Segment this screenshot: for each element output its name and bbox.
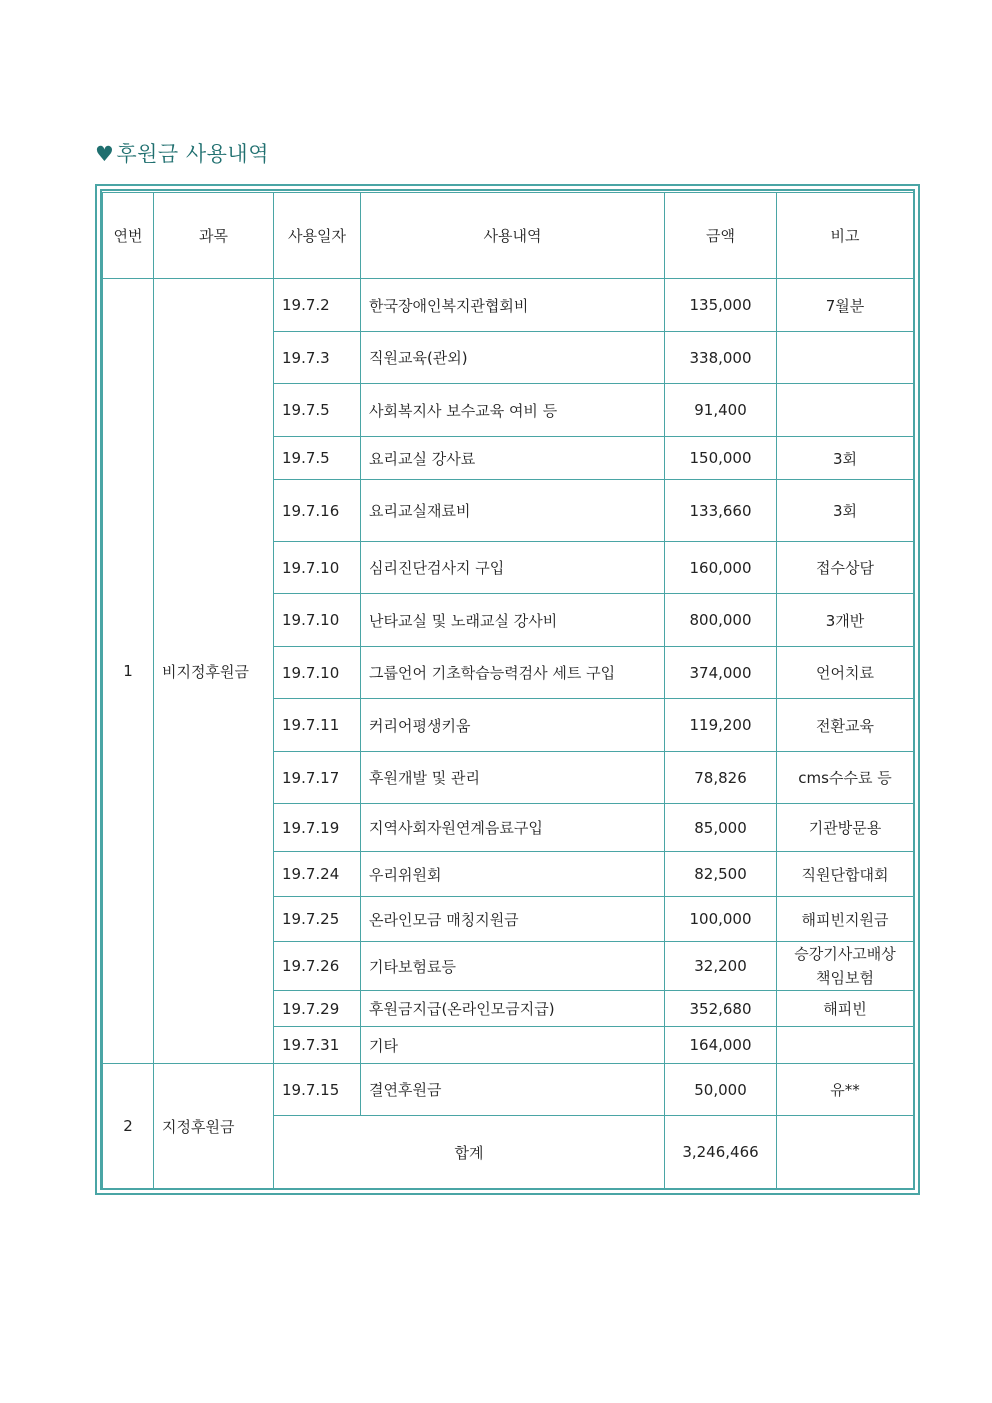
row-note: 7월분 bbox=[777, 279, 914, 332]
page-title bbox=[95, 138, 269, 168]
row-date: 19.7.10 bbox=[274, 647, 361, 699]
page-title-text: 후원금 사용내역 bbox=[116, 142, 270, 166]
row-date: 19.7.19 bbox=[274, 804, 361, 852]
row-desc: 사회복지사 보수교육 여비 등 bbox=[361, 384, 665, 437]
row-date: 19.7.5 bbox=[274, 437, 361, 480]
header-desc: 사용내역 bbox=[361, 193, 665, 279]
row-desc: 커리어평생키움 bbox=[361, 699, 665, 752]
row-date: 19.7.10 bbox=[274, 594, 361, 647]
row-amount: 78,826 bbox=[665, 752, 777, 804]
header-no: 연번 bbox=[103, 193, 154, 279]
row-amount: 800,000 bbox=[665, 594, 777, 647]
row-note bbox=[777, 384, 914, 437]
row-note: 접수상담 bbox=[777, 542, 914, 594]
row-amount: 374,000 bbox=[665, 647, 777, 699]
row-amount: 100,000 bbox=[665, 897, 777, 942]
row-date: 19.7.16 bbox=[274, 480, 361, 542]
row-date: 19.7.26 bbox=[274, 942, 361, 991]
row-desc: 요리교실 강사료 bbox=[361, 437, 665, 480]
row-note: 전환교육 bbox=[777, 699, 914, 752]
row-date: 19.7.25 bbox=[274, 897, 361, 942]
row-date: 19.7.2 bbox=[274, 279, 361, 332]
row-note: 해피빈지원금 bbox=[777, 897, 914, 942]
row-amount: 135,000 bbox=[665, 279, 777, 332]
total-note bbox=[777, 1116, 914, 1189]
row-amount: 160,000 bbox=[665, 542, 777, 594]
donation-usage-table bbox=[102, 192, 914, 1189]
header-subject: 과목 bbox=[154, 193, 274, 279]
row-amount: 133,660 bbox=[665, 480, 777, 542]
row-date: 19.7.10 bbox=[274, 542, 361, 594]
row-note: 3회 bbox=[777, 480, 914, 542]
row-date: 19.7.5 bbox=[274, 384, 361, 437]
row-amount: 352,680 bbox=[665, 991, 777, 1027]
row-amount: 82,500 bbox=[665, 852, 777, 897]
row-desc: 우리위원회 bbox=[361, 852, 665, 897]
row-amount: 164,000 bbox=[665, 1027, 777, 1064]
row-note-line1: 승강기사고배상 bbox=[794, 945, 896, 963]
group-subject: 비지정후원금 bbox=[154, 279, 274, 1064]
row-note: 3개반 bbox=[777, 594, 914, 647]
row-desc: 후원개발 및 관리 bbox=[361, 752, 665, 804]
row-date: 19.7.24 bbox=[274, 852, 361, 897]
total-amount: 3,246,466 bbox=[665, 1116, 777, 1189]
row-date: 19.7.15 bbox=[274, 1064, 361, 1116]
row-desc: 한국장애인복지관협회비 bbox=[361, 279, 665, 332]
row-desc: 난타교실 및 노래교실 강사비 bbox=[361, 594, 665, 647]
row-amount: 32,200 bbox=[665, 942, 777, 991]
row-desc: 온라인모금 매칭지원금 bbox=[361, 897, 665, 942]
row-amount: 119,200 bbox=[665, 699, 777, 752]
row-note: 직원단합대회 bbox=[777, 852, 914, 897]
row-note: 기관방문용 bbox=[777, 804, 914, 852]
row-desc: 직원교육(관외) bbox=[361, 332, 665, 384]
row-note: cms수수료 등 bbox=[777, 752, 914, 804]
row-note: 언어치료 bbox=[777, 647, 914, 699]
row-date: 19.7.17 bbox=[274, 752, 361, 804]
row-date: 19.7.3 bbox=[274, 332, 361, 384]
row-note bbox=[777, 332, 914, 384]
row-note: 3회 bbox=[777, 437, 914, 480]
total-label: 합계 bbox=[274, 1116, 665, 1189]
row-note bbox=[777, 1027, 914, 1064]
row-desc: 심리진단검사지 구입 bbox=[361, 542, 665, 594]
table-row bbox=[103, 1064, 914, 1116]
header-amount: 금액 bbox=[665, 193, 777, 279]
row-date: 19.7.31 bbox=[274, 1027, 361, 1064]
heart-icon: ♥ bbox=[95, 142, 115, 166]
header-date: 사용일자 bbox=[274, 193, 361, 279]
row-desc: 지역사회자원연계음료구입 bbox=[361, 804, 665, 852]
row-note: 유** bbox=[777, 1064, 914, 1116]
row-note bbox=[777, 942, 914, 991]
row-desc: 후원금지급(온라인모금지급) bbox=[361, 991, 665, 1027]
row-desc: 요리교실재료비 bbox=[361, 480, 665, 542]
row-amount: 50,000 bbox=[665, 1064, 777, 1116]
table-row bbox=[103, 279, 914, 332]
header-row bbox=[103, 193, 914, 279]
group-no: 2 bbox=[103, 1064, 154, 1189]
row-amount: 85,000 bbox=[665, 804, 777, 852]
group-subject: 지정후원금 bbox=[154, 1064, 274, 1189]
row-desc: 결연후원금 bbox=[361, 1064, 665, 1116]
row-desc: 그룹언어 기초학습능력검사 세트 구입 bbox=[361, 647, 665, 699]
row-amount: 91,400 bbox=[665, 384, 777, 437]
row-amount: 150,000 bbox=[665, 437, 777, 480]
row-note: 해피빈 bbox=[777, 991, 914, 1027]
row-date: 19.7.29 bbox=[274, 991, 361, 1027]
group-no: 1 bbox=[103, 279, 154, 1064]
row-date: 19.7.11 bbox=[274, 699, 361, 752]
row-desc: 기타보험료등 bbox=[361, 942, 665, 991]
row-amount: 338,000 bbox=[665, 332, 777, 384]
row-note-line2: 책임보험 bbox=[816, 969, 874, 987]
row-desc: 기타 bbox=[361, 1027, 665, 1064]
header-note: 비고 bbox=[777, 193, 914, 279]
